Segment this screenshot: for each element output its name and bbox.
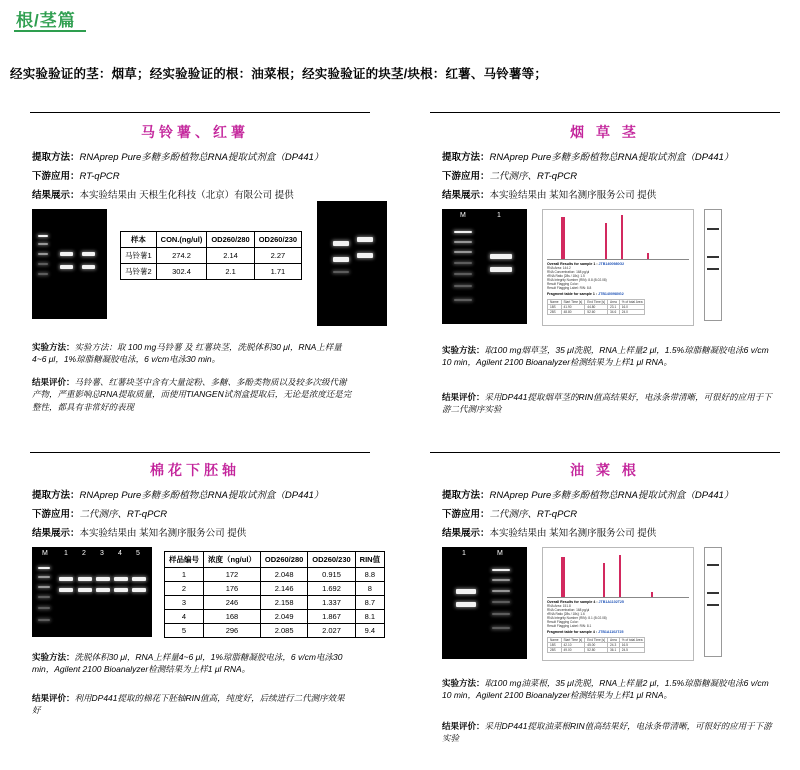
- evaluation-note: [442, 720, 777, 746]
- col-header: Start Time [s]: [561, 637, 585, 642]
- cell: 49.00: [561, 647, 585, 652]
- col-header: % of total Area: [619, 299, 645, 304]
- gel-lane-label-1: 1: [64, 550, 68, 557]
- gel-lane-label-5: 5: [136, 550, 140, 557]
- note-label: 实验方法：: [32, 652, 75, 662]
- meta-downstream-app: [442, 168, 790, 182]
- electropherogram-plot: [547, 551, 689, 598]
- electro-row-label: RNA Area:: [547, 604, 562, 609]
- bioanalyzer-report: [542, 547, 694, 661]
- electropherogram-plot: [547, 213, 689, 260]
- meta-label: 下游应用：: [442, 171, 490, 182]
- cell: 302.4: [156, 264, 207, 280]
- col-header: Start Time [s]: [561, 299, 585, 304]
- gel-band: [357, 253, 373, 258]
- gel-image-cotton: [32, 547, 152, 637]
- divider-panel-2: [430, 112, 780, 113]
- panel-title: 马铃薯、红薯: [141, 124, 249, 140]
- meta-value: 二代测序、RT-qPCR: [79, 509, 168, 520]
- electro-row-value: 144.2: [562, 266, 571, 271]
- table-header-row: [165, 552, 385, 568]
- electro-row-label: RNA Area:: [547, 266, 562, 271]
- electro-table-id: JTB1A1102T25: [598, 630, 624, 635]
- cell: 1: [165, 568, 204, 582]
- gel-band: [82, 252, 95, 256]
- meta-value: RT-qPCR: [79, 171, 120, 182]
- electro-row-value: 168 pg/μl: [576, 270, 590, 275]
- table-header-row: [121, 232, 302, 248]
- electro-row-value: RIN: 8.8: [579, 286, 592, 291]
- meta-downstream-app: [442, 506, 790, 520]
- meta-value: 本实验结果由 某知名测序服务公司 提供: [79, 528, 247, 539]
- gel-image-sweetpotato: [317, 201, 387, 326]
- gel-band: [38, 567, 50, 569]
- table-row: [121, 264, 302, 280]
- cell: 172: [204, 568, 261, 582]
- gel-band: [38, 243, 48, 245]
- electro-table-title: Fragment table for sample 1 :: [547, 292, 598, 297]
- cell: 0.915: [308, 568, 355, 582]
- cell: 34.6: [608, 309, 620, 314]
- meta-result-source: [442, 525, 790, 539]
- cell: 36.1: [608, 647, 620, 652]
- panel-title: 油 菜 根: [570, 462, 640, 478]
- electro-row-label: rRNA Ratio [28s / 18s]:: [547, 274, 580, 279]
- electro-row-label: RNA Concentration:: [547, 608, 576, 613]
- cell: 168: [204, 610, 261, 624]
- gel-lane-label-M: M: [42, 550, 48, 557]
- gel-band: [38, 619, 50, 621]
- table-row: [548, 309, 645, 314]
- page-title: 根/茎篇: [16, 11, 76, 30]
- gel-band: [492, 613, 510, 615]
- col-header: % of total Area: [619, 637, 645, 642]
- cell: 马铃薯1: [121, 248, 157, 264]
- meta-extraction-method: [32, 149, 380, 163]
- strip-band: [707, 268, 719, 270]
- cell: 28S: [548, 309, 562, 314]
- gel-image-tobacco: [442, 209, 527, 324]
- meta-value: 二代测序、RT-qPCR: [489, 171, 578, 182]
- gel-band: [490, 254, 512, 259]
- eval-text: 利用DP441提取的棉花下胚轴RIN值高，纯度好，后续进行二代测序效果好: [32, 692, 345, 716]
- divider-panel-3: [30, 452, 370, 453]
- panel-cotton-hypocotyl: [10, 460, 380, 717]
- electro-row-value: 151.8: [562, 604, 571, 609]
- note-label: 实验方法：: [32, 342, 75, 352]
- electro-summary: [547, 262, 689, 297]
- eval-text: 马铃薯、红薯块茎中含有大量淀粉、多糖、多酚类物质以及较多次级代谢产物，严重影响总RNA提取质量，而使用TIANGEN试剂盒提取后，无论是浓度还是完整性，都具有非常好的表现: [32, 376, 352, 413]
- meta-label: 提取方法：: [32, 490, 80, 501]
- meta-value: RNAprep Pure多糖多酚植物总RNA提取试剂盒（DP441）: [489, 490, 734, 501]
- peak-minor: [647, 253, 649, 259]
- peak-marker: [561, 557, 565, 597]
- cell: 176: [204, 582, 261, 596]
- cell: 2.14: [207, 248, 254, 264]
- table-row: [121, 248, 302, 264]
- electro-row-value: 1.5: [580, 274, 585, 279]
- meta-result-source: [32, 187, 380, 201]
- meta-value: 本实验结果由 某知名测序服务公司 提供: [489, 190, 657, 201]
- meta-value: 二代测序、RT-qPCR: [489, 509, 578, 520]
- table-row: [165, 624, 385, 638]
- electro-row-value: 168 pg/μl: [576, 608, 590, 613]
- eval-label: 结果评价：: [442, 720, 485, 731]
- eval-label: 结果评价：: [32, 692, 75, 703]
- gel-band: [114, 577, 128, 581]
- virtual-gel-strip: [704, 209, 722, 321]
- electro-row-value: 8.8 (B.02.08): [588, 278, 607, 283]
- col-header: 样本: [121, 232, 157, 248]
- gel-band: [454, 231, 472, 233]
- cell: 44.80: [585, 304, 608, 309]
- gel-lane-label-1: 1: [497, 212, 501, 219]
- col-header: Name: [548, 637, 562, 642]
- meta-value: RNAprep Pure多糖多酚植物总RNA提取试剂盒（DP441）: [79, 490, 324, 501]
- electro-row-value: 8.1 (B.02.08): [588, 616, 607, 621]
- table-row: [548, 647, 645, 652]
- cell: 8.8: [355, 568, 384, 582]
- cell: 296: [204, 624, 261, 638]
- gel-lane-label-M: M: [497, 550, 503, 557]
- cell: 16.5: [619, 642, 645, 647]
- col-header: OD260/280: [260, 552, 307, 568]
- electro-row-label: RNA Integrity Number (RIN):: [547, 616, 588, 621]
- col-header: CON.(ng/ul): [156, 232, 207, 248]
- gel-band: [78, 577, 92, 581]
- cell: 3: [165, 596, 204, 610]
- cell: 2.049: [260, 610, 307, 624]
- gel-band: [59, 577, 73, 581]
- bioanalyzer-report: [542, 209, 694, 326]
- fragment-table: [547, 637, 645, 653]
- title-underline: [14, 30, 86, 32]
- cell: 2.158: [260, 596, 307, 610]
- cell: 246: [204, 596, 261, 610]
- evaluation-note: [32, 376, 352, 414]
- meta-label: 提取方法：: [442, 490, 490, 501]
- cell: 2.027: [308, 624, 355, 638]
- cell: 18S: [548, 304, 562, 309]
- col-header: OD260/230: [308, 552, 355, 568]
- meta-label: 结果展示：: [442, 528, 490, 539]
- gel-band: [490, 267, 512, 272]
- peak-28s: [621, 215, 623, 259]
- panel-rapeseed-root: [420, 460, 790, 745]
- gel-image-potato: [32, 209, 107, 319]
- gel-band: [456, 589, 476, 594]
- electro-row-value: RIN: 8.1: [579, 624, 592, 629]
- panel-title: 棉花下胚轴: [150, 462, 240, 478]
- cell: 45.00: [585, 642, 608, 647]
- figure-row: [32, 209, 380, 319]
- gel-lane-label-4: 4: [118, 550, 122, 557]
- cell: 2.085: [260, 624, 307, 638]
- gel-image-rapeseed: [442, 547, 527, 659]
- divider-panel-1: [30, 112, 370, 113]
- gel-band: [454, 273, 472, 275]
- col-header: 样品编号: [165, 552, 204, 568]
- note-text: 实验方法：取 100 mg马铃薯 及 红薯块茎，洗脱体积30 μl，RNA上样量4~6 μl，1%琼脂糖凝胶电泳，6 v/cm电泳30 min。: [32, 342, 342, 365]
- experiment-note: [442, 677, 772, 702]
- gel-band: [333, 257, 349, 262]
- gel-band: [60, 265, 73, 269]
- electro-title: Overall Results for sample 4 :: [547, 600, 598, 604]
- cell: 5: [165, 624, 204, 638]
- strip-band: [707, 592, 719, 594]
- cell: 1.867: [308, 610, 355, 624]
- meta-label: 提取方法：: [442, 152, 490, 163]
- gel-band: [132, 577, 146, 581]
- gel-band: [96, 577, 110, 581]
- gel-band: [59, 588, 73, 592]
- gel-band: [60, 252, 73, 256]
- col-header: RIN值: [355, 552, 384, 568]
- meta-label: 结果展示：: [32, 528, 80, 539]
- col-header: End Time [s]: [585, 637, 608, 642]
- gel-band: [492, 627, 510, 629]
- cell: 52.60: [585, 309, 608, 314]
- gel-band: [492, 601, 510, 603]
- cell: 2: [165, 582, 204, 596]
- gel-lane-label-3: 3: [100, 550, 104, 557]
- table-row: [165, 596, 385, 610]
- electro-table-title: Fragment table for sample 4 :: [547, 630, 598, 635]
- gel-band: [454, 251, 472, 253]
- meta-label: 结果展示：: [442, 190, 490, 201]
- cell: 23.1: [608, 304, 620, 309]
- divider-panel-4: [430, 452, 780, 453]
- results-table-cotton: [164, 551, 385, 638]
- meta-extraction-method: [442, 149, 790, 163]
- cell: 42.10: [561, 642, 585, 647]
- cell: 2.1: [207, 264, 254, 280]
- gel-band: [492, 569, 510, 571]
- gel-band: [132, 588, 146, 592]
- meta-label: 下游应用：: [442, 509, 490, 520]
- electro-title: Overall Results for sample 1 :: [547, 262, 598, 266]
- eval-text: 采用DP441提取油菜根RIN值高结果好，电泳条带清晰，可很好的应用于下游实验: [442, 720, 772, 744]
- experiment-note: [442, 344, 772, 369]
- virtual-gel-strip: [704, 547, 722, 657]
- cell: 48.80: [561, 309, 585, 314]
- peak-18s: [603, 563, 605, 597]
- cell: 24.3: [608, 642, 620, 647]
- electro-row-label: RNA Concentration:: [547, 270, 576, 275]
- meta-label: 下游应用：: [32, 509, 80, 520]
- meta-label: 提取方法：: [32, 152, 80, 163]
- eval-label: 结果评价：: [32, 376, 75, 387]
- table-row: [165, 582, 385, 596]
- note-text: 取100 mg烟草茎，35 μl洗脱，RNA上样量2 μl，1.5%琼脂糖凝胶电泳6 v/cm 10 min，Agilent 2100 Bioanalyzer检测结果为上样1 μl RNA。: [442, 345, 769, 368]
- electro-row-label: Result Flagging Label:: [547, 624, 579, 629]
- gel-band: [38, 607, 50, 609]
- experiment-note: [32, 341, 342, 366]
- gel-band: [492, 579, 510, 581]
- cell: 28S: [548, 647, 562, 652]
- evaluation-note: [32, 692, 352, 718]
- gel-band: [78, 588, 92, 592]
- gel-band: [357, 237, 373, 242]
- figure-row: [442, 209, 790, 324]
- strip-band: [707, 604, 719, 606]
- cell: 8.1: [355, 610, 384, 624]
- gel-band: [96, 588, 110, 592]
- gel-band: [38, 273, 48, 275]
- gel-band: [38, 235, 48, 237]
- strip-band: [707, 564, 719, 566]
- cell: 52.80: [585, 647, 608, 652]
- cell: 8: [355, 582, 384, 596]
- electro-summary: [547, 600, 689, 635]
- note-label: 实验方法：: [442, 678, 485, 688]
- gel-lane-label-1: 1: [462, 550, 466, 557]
- electro-sample-id: JTB1400980G2: [598, 262, 625, 266]
- note-label: 实验方法：: [442, 345, 485, 355]
- strip-band: [707, 256, 719, 258]
- meta-value: 本实验结果由 某知名测序服务公司 提供: [489, 528, 657, 539]
- electro-row-label: RNA Integrity Number (RIN):: [547, 278, 588, 283]
- cell: 24.0: [619, 309, 645, 314]
- figure-row: [32, 547, 380, 637]
- col-header: Area: [608, 299, 620, 304]
- meta-value: 本实验结果由 天根生化科技（北京）有限公司 提供: [79, 190, 294, 201]
- meta-result-source: [32, 525, 380, 539]
- panel-tobacco-stem: [420, 122, 790, 416]
- experiment-note: [32, 651, 347, 676]
- cell: 马铃薯2: [121, 264, 157, 280]
- electro-row-label: Result Flagging Label:: [547, 286, 579, 291]
- electro-row-label: Result Flagging Color:: [547, 620, 579, 625]
- peak-minor: [651, 592, 653, 597]
- cell: 2.27: [254, 248, 301, 264]
- gel-band: [333, 241, 349, 246]
- cell: 1.337: [308, 596, 355, 610]
- cell: 2.048: [260, 568, 307, 582]
- electro-sample-id: JTB1A1102T25: [598, 600, 624, 604]
- meta-downstream-app: [32, 506, 380, 520]
- electro-row-label: Result Flagging Color:: [547, 282, 579, 287]
- col-header: Name: [548, 299, 562, 304]
- gel-lane-label-M: M: [460, 212, 466, 219]
- strip-band: [707, 228, 719, 230]
- cell: 9.4: [355, 624, 384, 638]
- panel-potato-sweetpotato: [10, 122, 380, 414]
- figure-row: [442, 547, 790, 659]
- table-row: [165, 568, 385, 582]
- panel-title: 烟 草 茎: [570, 124, 640, 140]
- col-header: 浓度（ng/ul）: [204, 552, 261, 568]
- meta-label: 结果展示：: [32, 190, 80, 201]
- meta-extraction-method: [442, 487, 790, 501]
- cell: 41.90: [561, 304, 585, 309]
- col-header: End Time [s]: [585, 299, 608, 304]
- electro-table-id: JTB1400980G2: [598, 292, 624, 297]
- peak-28s: [619, 555, 621, 597]
- meta-downstream-app: [32, 168, 380, 182]
- fragment-table: [547, 299, 645, 315]
- gel-band: [456, 602, 476, 607]
- cell: 16.0: [619, 304, 645, 309]
- cell: 8.7: [355, 596, 384, 610]
- table-row: [165, 610, 385, 624]
- col-header: OD260/280: [207, 232, 254, 248]
- meta-value: RNAprep Pure多糖多酚植物总RNA提取试剂盒（DP441）: [79, 152, 324, 163]
- electro-row-value: 1.6: [580, 612, 585, 617]
- cell: 2.146: [260, 582, 307, 596]
- gel-band: [333, 271, 349, 273]
- gel-band: [38, 576, 50, 578]
- eval-label: 结果评价：: [442, 391, 485, 402]
- cell: 4: [165, 610, 204, 624]
- results-table-potato: [120, 231, 302, 280]
- col-header: OD260/230: [254, 232, 301, 248]
- meta-value: RNAprep Pure多糖多酚植物总RNA提取试剂盒（DP441）: [489, 152, 734, 163]
- cell: 24.5: [619, 647, 645, 652]
- cell: 1.692: [308, 582, 355, 596]
- gel-band: [38, 253, 48, 255]
- gel-band: [454, 262, 472, 264]
- gel-band: [82, 265, 95, 269]
- gel-band: [492, 590, 510, 592]
- cell: 274.2: [156, 248, 207, 264]
- note-text: 洗脱体积30 μl，RNA上样量4~6 μl，1%琼脂糖凝胶电泳，6 v/cm电泳30 min，Agilent 2100 Bioanalyzer检测结果为上样1 μl RNA。: [32, 652, 343, 675]
- col-header: Area: [608, 637, 620, 642]
- gel-band: [38, 263, 48, 265]
- peak-18s: [605, 223, 607, 259]
- cell: 1.71: [254, 264, 301, 280]
- gel-band: [114, 588, 128, 592]
- intro-text: 经实验验证的茎：烟草；经实验验证的根：油菜根；经实验验证的块茎/块根：红薯、马铃薯等；: [10, 67, 548, 81]
- gel-band: [454, 285, 472, 287]
- gel-lane-label-2: 2: [82, 550, 86, 557]
- gel-band: [454, 299, 472, 301]
- meta-label: 下游应用：: [32, 171, 80, 182]
- meta-extraction-method: [32, 487, 380, 501]
- gel-band: [454, 241, 472, 243]
- gel-band: [38, 586, 50, 588]
- peak-marker: [561, 217, 565, 259]
- note-text: 取100 mg油菜根，35 μl洗脱，RNA上样量2 μl，1.5%琼脂糖凝胶电泳6 v/cm 10 min，Agilent 2100 Bioanalyzer检测结果为上样1 μl RNA。: [442, 678, 769, 701]
- eval-text: 采用DP441提取烟草茎的RIN值高结果好，电泳条带清晰，可很好的应用于下游二代测序实验: [442, 391, 772, 415]
- cell: 18S: [548, 642, 562, 647]
- gel-band: [38, 596, 50, 598]
- evaluation-note: [442, 391, 777, 417]
- meta-result-source: [442, 187, 790, 201]
- electro-row-label: rRNA Ratio [28s / 18s]:: [547, 612, 580, 617]
